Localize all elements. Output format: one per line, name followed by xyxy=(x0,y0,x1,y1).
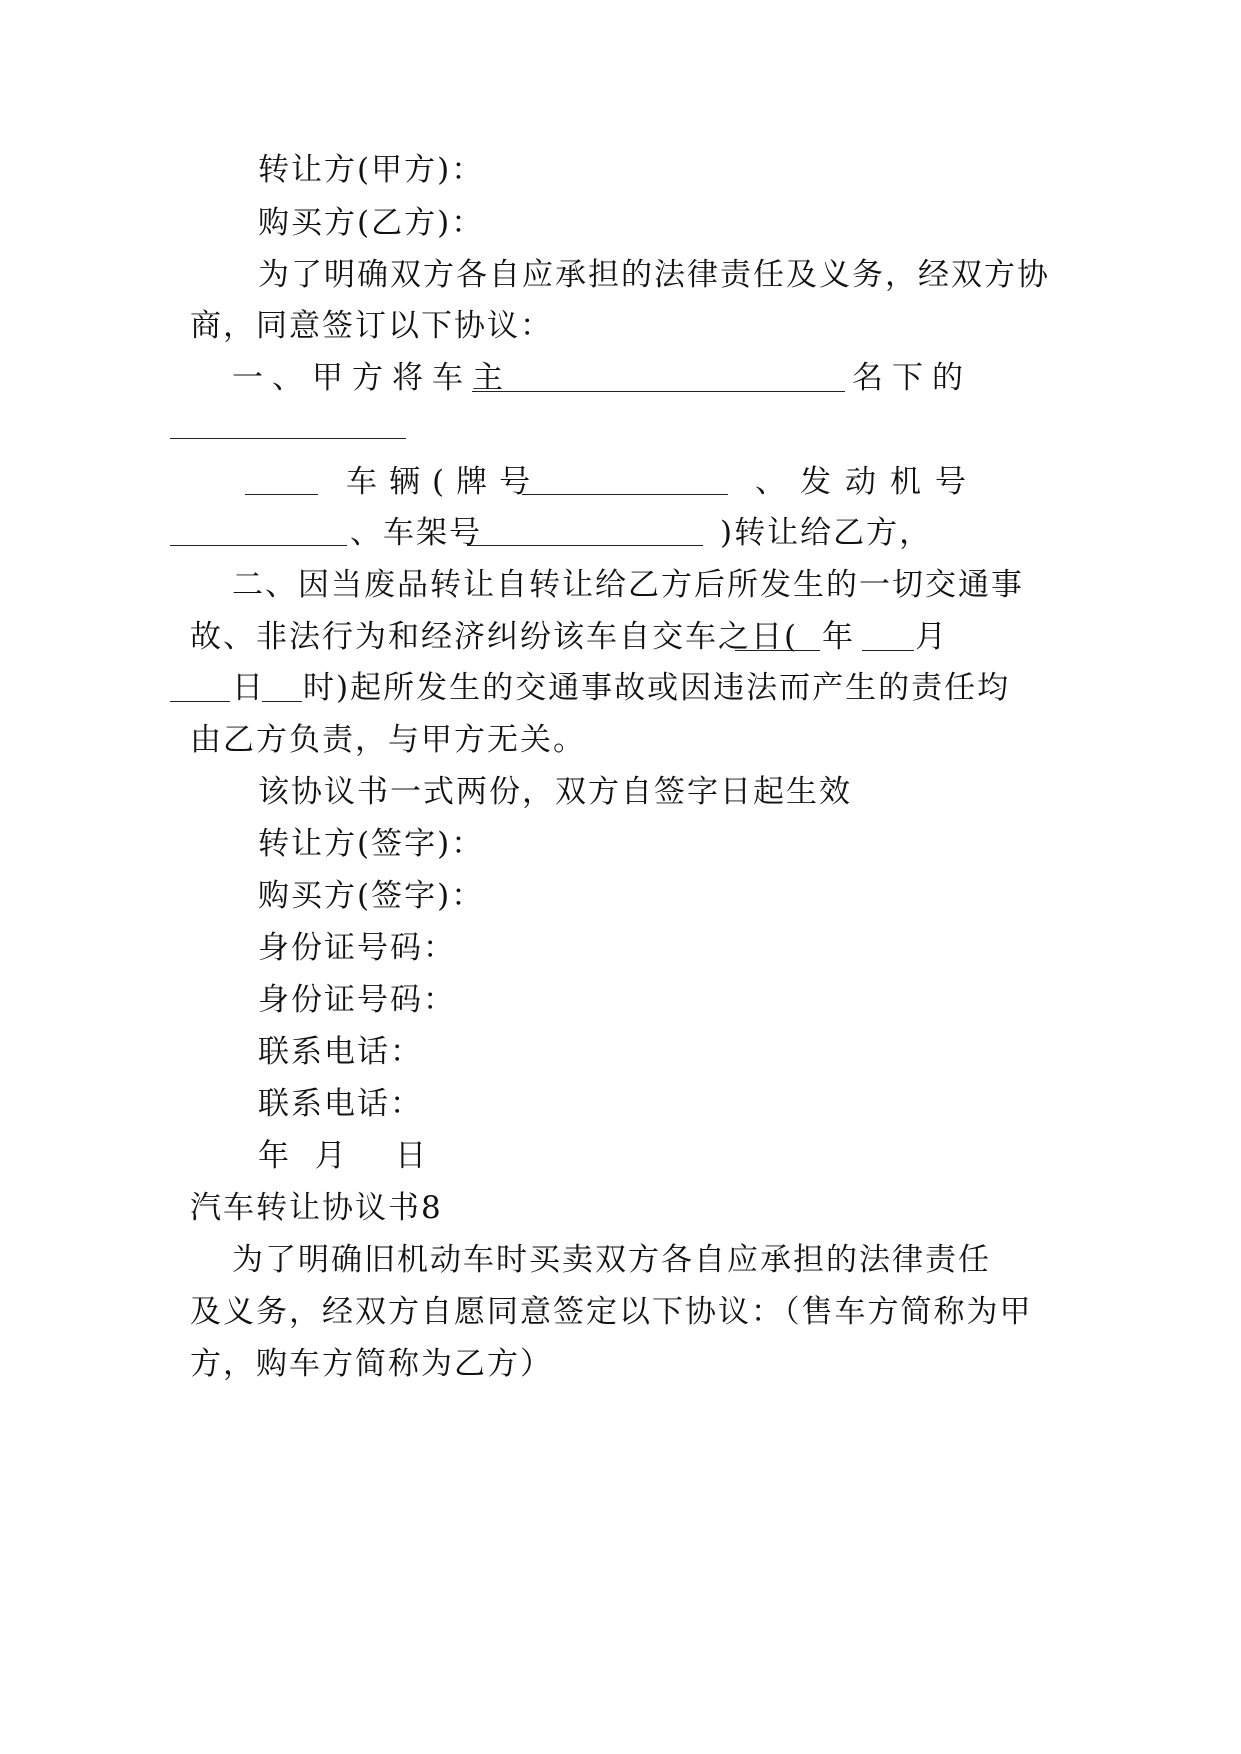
transferor-party-a: 转让方(甲方)： xyxy=(258,152,485,188)
frame-number-blank xyxy=(467,545,703,546)
buyer-party-b: 购买方(乙方)： xyxy=(258,205,485,241)
month-blank xyxy=(862,650,914,651)
agreement-8-line-2: 及义务，经双方自愿同意签定以下协议：（售车方简称为甲 xyxy=(190,1294,1033,1330)
id-number-1: 身份证号码： xyxy=(258,930,456,966)
transfer-to-party-b: )转让给乙方， xyxy=(720,515,933,551)
day-label: 日 xyxy=(232,670,265,706)
clause-2-line-4: 由乙方负责，与甲方无关。 xyxy=(190,722,586,758)
buyer-signature: 购买方(签字)： xyxy=(258,878,485,914)
signing-date: 年 月 日 xyxy=(258,1138,429,1174)
clause-1-suffix: 名下的 xyxy=(852,360,972,396)
engine-number-blank xyxy=(170,545,347,546)
clause-2-line-3: 时)起所发生的交通事故或因违法而产生的责任均 xyxy=(303,670,1011,706)
vehicle-type-blank xyxy=(245,494,318,495)
frame-number-label: 、车架号 xyxy=(350,515,482,551)
effective-clause: 该协议书一式两份，双方自签字日起生效 xyxy=(258,774,852,810)
clause-2-line-2: 故、非法行为和经济纠纷该车自交车之日( xyxy=(190,619,799,655)
clause-1-prefix: 一、甲方将车主 xyxy=(232,360,512,396)
day-blank xyxy=(170,701,230,702)
intro-paragraph-line-1: 为了明确双方各自应承担的法律责任及义务，经双方协 xyxy=(258,257,1050,293)
vehicle-plate-label: 车辆(牌号 xyxy=(346,464,543,500)
section-title-agreement-8: 汽车转让协议书8 xyxy=(190,1190,443,1226)
year-blank xyxy=(735,650,820,651)
phone-2: 联系电话： xyxy=(258,1086,423,1122)
month-label: 月 xyxy=(915,619,948,655)
owner-name-blank xyxy=(472,391,845,392)
agreement-8-line-3: 方，购车方简称为乙方） xyxy=(190,1346,553,1382)
phone-1: 联系电话： xyxy=(258,1034,423,1070)
intro-paragraph-line-2: 商，同意签订以下协议： xyxy=(190,308,553,344)
plate-number-blank xyxy=(522,494,728,495)
hour-blank xyxy=(262,701,302,702)
year-label: 年 xyxy=(822,619,855,655)
engine-number-label: 、发动机号 xyxy=(755,464,980,500)
vehicle-blank xyxy=(170,438,406,439)
agreement-8-line-1: 为了明确旧机动车时买卖双方各自应承担的法律责任 xyxy=(232,1242,991,1278)
id-number-2: 身份证号码： xyxy=(258,982,456,1018)
clause-2-line-1: 二、因当废品转让自转让给乙方后所发生的一切交通事 xyxy=(232,567,1024,603)
transferor-signature: 转让方(签字)： xyxy=(258,826,485,862)
